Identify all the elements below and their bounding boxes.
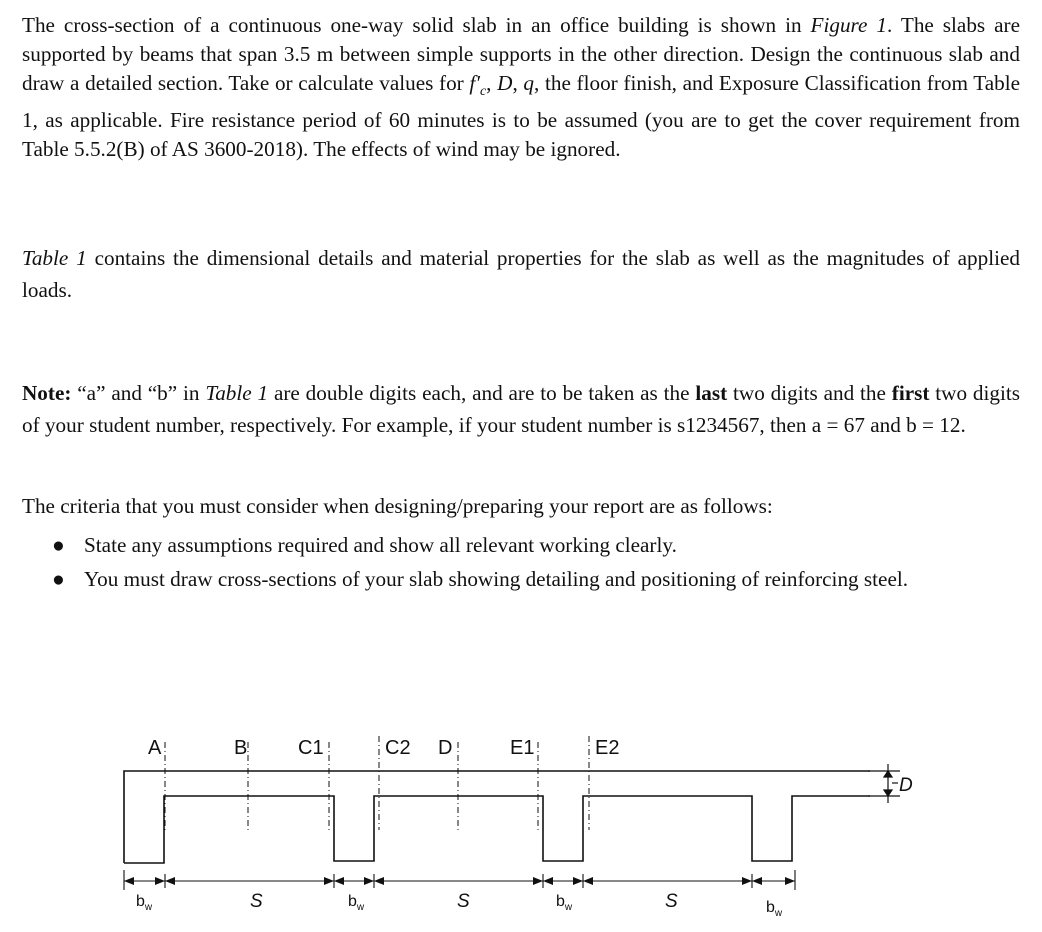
dimension-ticks	[124, 870, 795, 890]
table-reference: Table 1	[22, 246, 87, 270]
depth-label: D	[899, 775, 913, 796]
section-label-c2: C2	[385, 737, 411, 759]
depth-symbol: D	[497, 71, 513, 95]
problem-statement: The cross-section of a continuous one-way solid slab in an office building is shown in Figure 1. The slabs are supported by beams that span 3.5 m between simple supports in the other direction. Design the continuous slab and draw a detailed section. Take or calculate values for $f'_c$, D, q, the floor finish, and Exposure Classification from Table 1, as applicable. Fire resistance period of 60 minutes is to be assumed (you are to get the cover requirement from Table 5.5.2(B) of AS 3600-2018). The effects of wind may be ignored.	[22, 13, 1020, 162]
section-label-d: D	[438, 737, 453, 759]
section-label-b: B	[234, 737, 248, 759]
section-label-e1: E1	[510, 737, 535, 759]
slab-soffit	[124, 796, 870, 863]
table-description: Table 1 contains the dimensional details and material properties for the slab as well as the magnitudes of applied loads.	[22, 246, 1020, 302]
section-label-c1: C1	[298, 737, 324, 759]
bullet-icon: ●	[52, 533, 65, 557]
note-label: Note:	[22, 381, 72, 405]
bullet-icon: ●	[52, 567, 65, 591]
list-item: ● State any assumptions required and show all relevant working clearly.	[22, 530, 964, 561]
web-width-label: $b_w$	[348, 893, 365, 913]
slab-cross-section-figure	[0, 720, 1042, 920]
web-width-label: $b_w$	[556, 893, 573, 913]
criteria-list	[22, 530, 1020, 598]
web-width-label: $b_w$	[766, 899, 783, 919]
figure-reference: Figure 1	[810, 13, 887, 37]
span-label: S	[665, 891, 678, 912]
span-label: S	[457, 891, 470, 912]
fc-symbol: $f'_c$	[469, 71, 487, 100]
slab-outline	[124, 771, 870, 863]
criteria-intro: The criteria that you must consider when designing/preparing your report are as follows:	[22, 494, 773, 518]
span-label: S	[250, 891, 263, 912]
table-reference: Table 1	[205, 381, 269, 405]
web-width-label: $b_w$	[136, 893, 153, 913]
depth-dimension	[868, 764, 900, 803]
load-symbol: q	[523, 71, 535, 95]
section-label-a: A	[148, 737, 162, 759]
section-label-e2: E2	[595, 737, 620, 759]
student-number-note: Note: “a” and “b” in Table 1 are double digits each, and are to be taken as the last two digits and the first two digits of your student number, respectively. For example, if your student number is s1234567, then a = 67 and b = 12.	[22, 381, 1020, 437]
list-item: ● You must draw cross-sections of your slab showing detailing and positioning of reinforcing steel.	[22, 564, 964, 595]
